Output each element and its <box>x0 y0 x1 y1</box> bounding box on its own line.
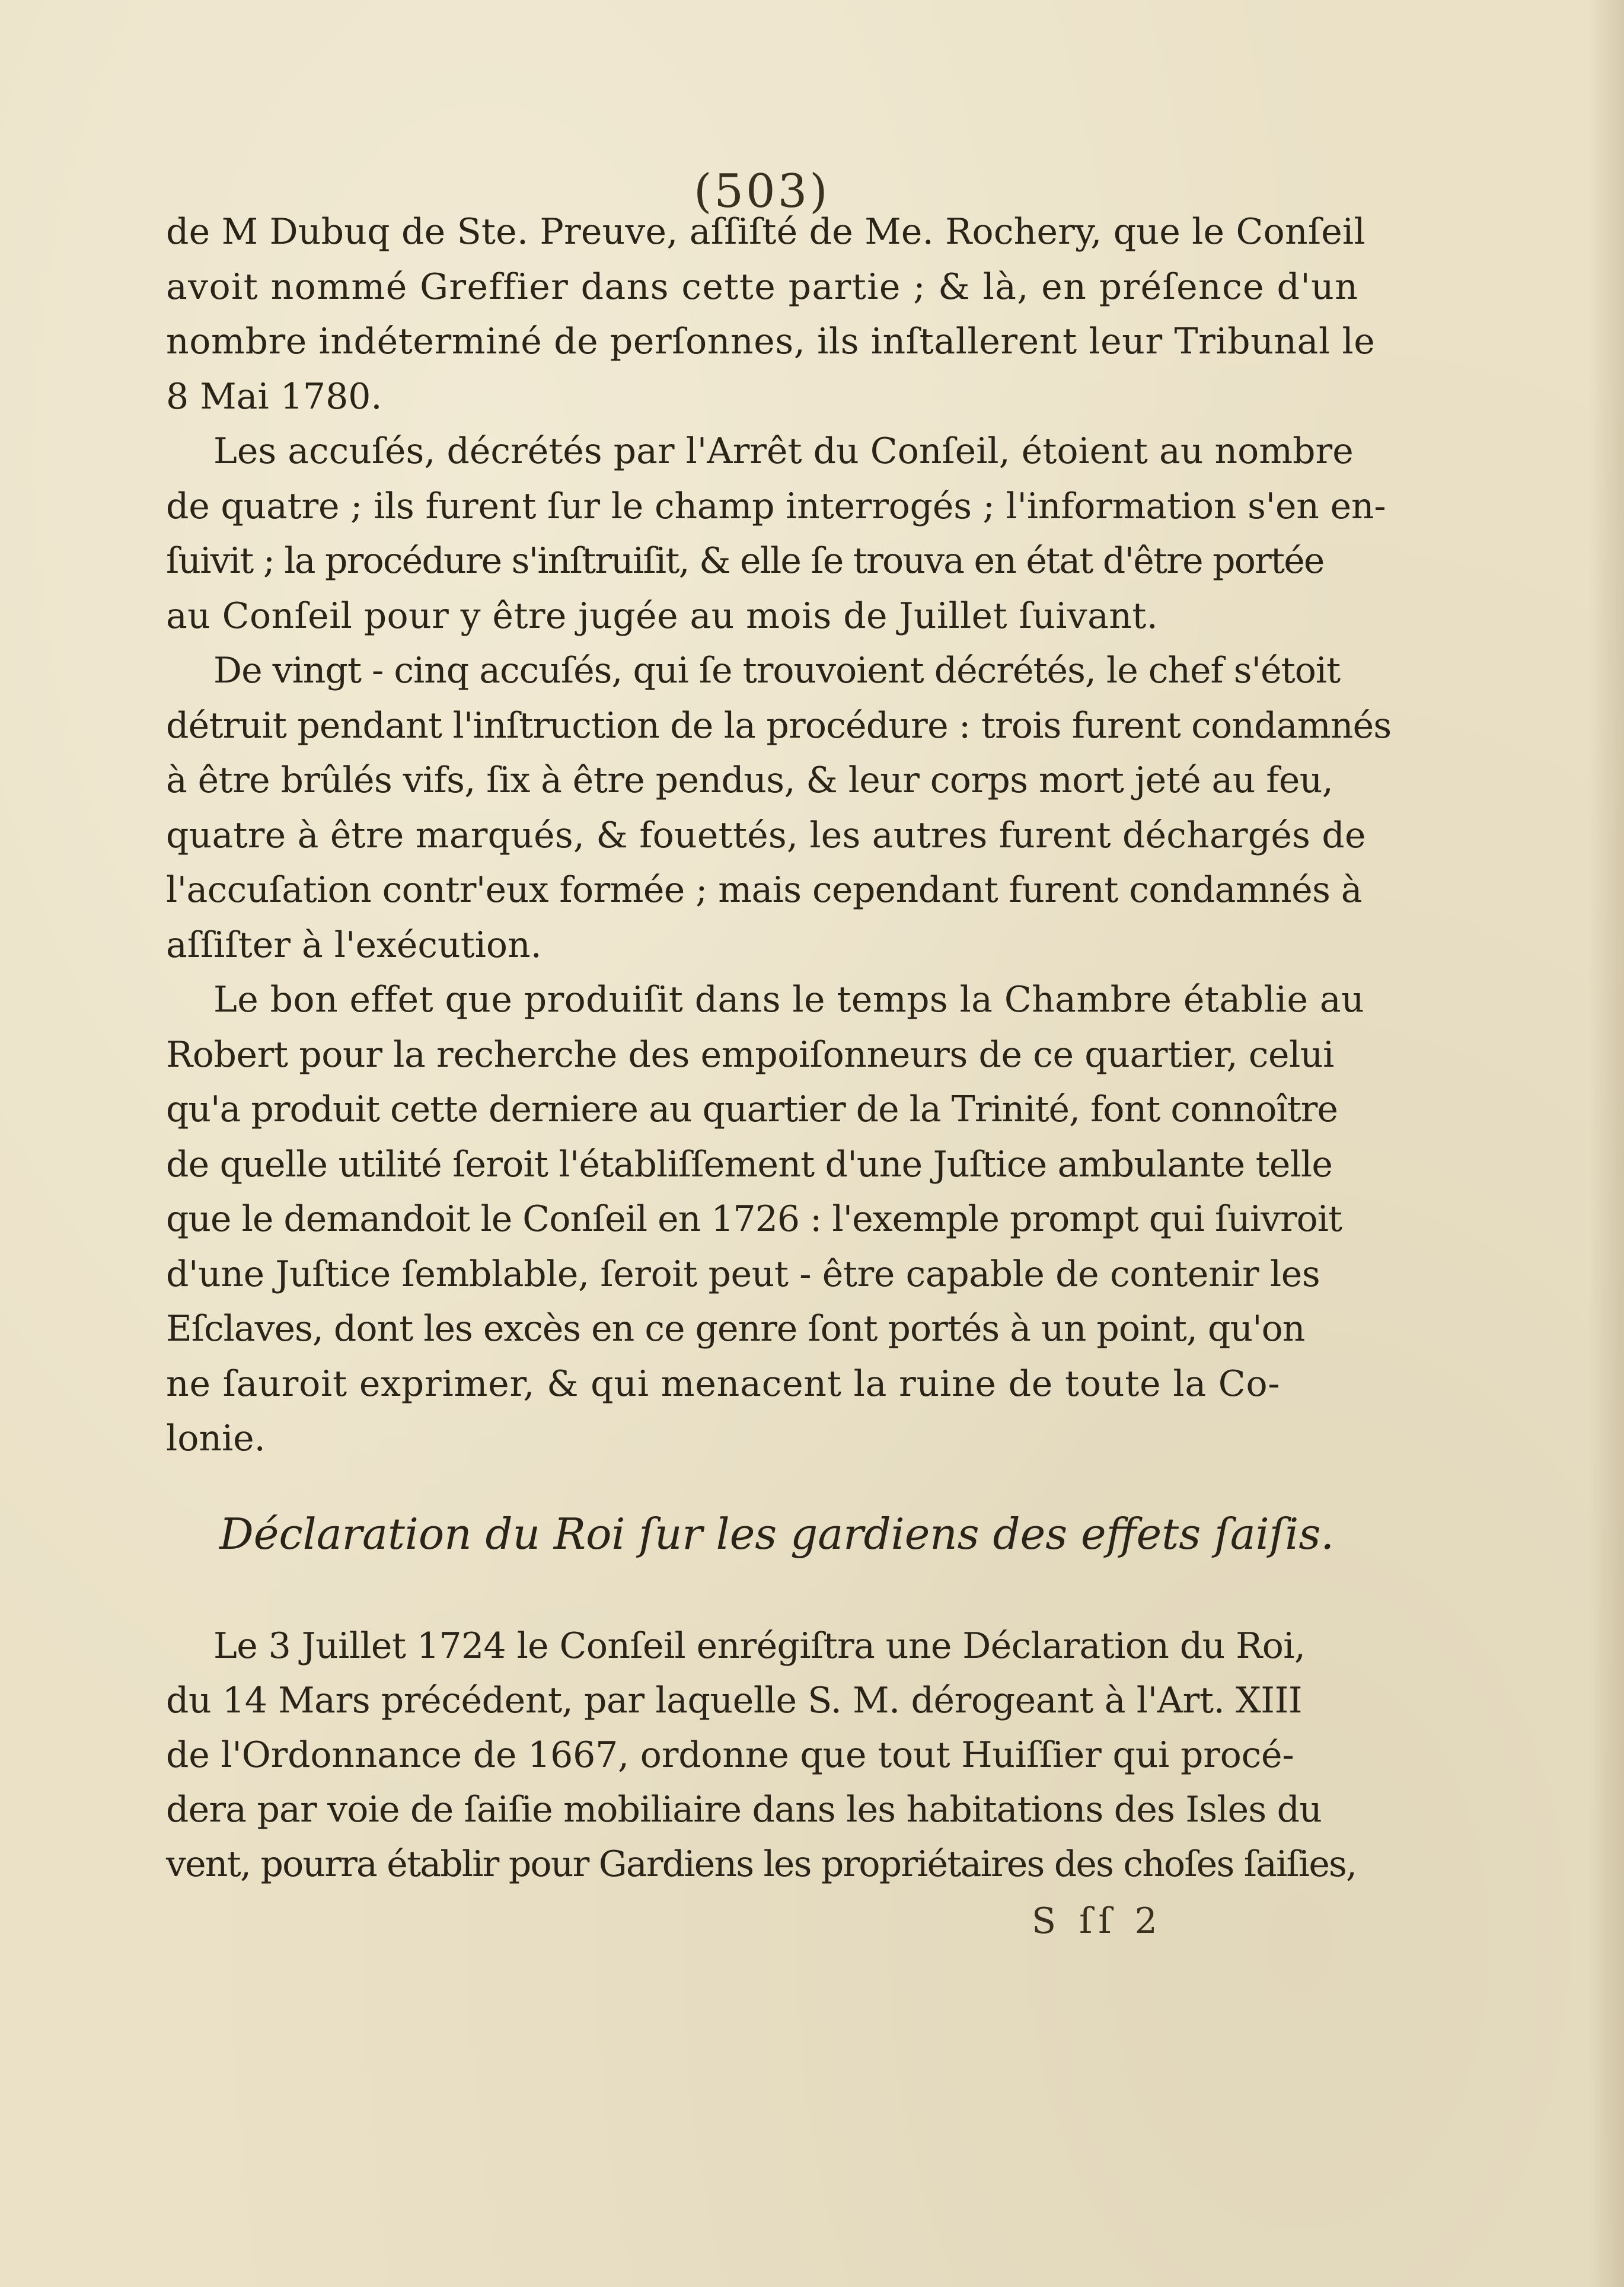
text-line: à être brûlés vifs, ſix à être pendus, & leur corps mort jeté au feu, <box>166 760 1333 801</box>
text-line: Les accuſés, décrétés par l'Arrêt du Conſeil, étoient au nombre <box>213 430 1354 472</box>
text-line: Le 3 Juillet 1724 le Conſeil enrégiſtra une Déclaration du Roi, <box>213 1625 1306 1667</box>
text-line: de l'Ordonnance de 1667, ordonne que tout Huiſſier qui procé- <box>166 1734 1294 1776</box>
text-line: dera par voie de ſaiſie mobiliaire dans les habitations des Isles du <box>166 1789 1322 1830</box>
text-line: d'une Juſtice ſemblable, ſeroit peut - être capable de contenir les <box>166 1253 1320 1295</box>
text-line: ne ſauroit exprimer, & qui menacent la ruine de toute la Co- <box>166 1363 1281 1405</box>
body-text-bottom <box>166 1619 1357 1892</box>
signature-mark: S ſſ 2 <box>1032 1900 1163 1942</box>
page-edge-shadow <box>1588 0 1624 2287</box>
text-line: de quelle utilité ſeroit l'établiſſement d'une Juſtice ambulante telle <box>166 1143 1333 1185</box>
text-line: 8 Mai 1780. <box>166 375 382 417</box>
paragraph-4 <box>166 972 1365 1466</box>
text-line: du 14 Mars précédent, par laquelle S. M. dérogeant à l'Art. XIII <box>166 1680 1303 1721</box>
text-line: lonie. <box>166 1418 266 1459</box>
page-number: (503) <box>694 165 830 218</box>
text-line: détruit pendant l'inſtruction de la procédure : trois furent condamnés <box>166 704 1392 747</box>
text-line: De vingt - cinq accuſés, qui ſe trouvoient décrétés, le chef s'étoit <box>213 650 1341 691</box>
text-line: de M Dubuq de Ste. Preuve, aſſiſté de Me. Rochery, que le Conſeil <box>166 211 1365 253</box>
section-heading: Déclaration du Roi ſur les gardiens des effets ſaiſis. <box>219 1509 1335 1559</box>
text-line: l'accuſation contr'eux formée ; mais cependant furent condamnés à <box>166 869 1362 911</box>
text-line: nombre indéterminé de perſonnes, ils inſtallerent leur Tribunal le <box>166 321 1376 362</box>
text-line: quatre à être marqués, & fouettés, les autres furent déchargés de <box>166 814 1366 856</box>
text-line: Eſclaves, dont les excès en ce genre ſont portés à un point, qu'on <box>166 1308 1305 1350</box>
paragraph-1 <box>166 205 1376 424</box>
text-line: Le bon effet que produiſit dans le temps la Chambre établie au <box>213 979 1365 1020</box>
text-line: avoit nommé Greffier dans cette partie ; & là, en préſence d'un <box>166 266 1359 308</box>
paragraph-3 <box>166 643 1392 972</box>
text-line: aſſiſter à l'exécution. <box>166 924 542 966</box>
paragraph-2 <box>166 424 1386 643</box>
text-line: vent, pourra établir pour Gardiens les propriétaires des choſes ſaiſies, <box>166 1843 1357 1885</box>
text-line: de quatre ; ils furent ſur le champ interrogés ; l'information s'en en- <box>166 485 1386 527</box>
body-text-top <box>166 205 1392 1466</box>
text-line: que le demandoit le Conſeil en 1726 : l'exemple prompt qui ſuivroit <box>166 1198 1342 1240</box>
text-line: au Conſeil pour y être jugée au mois de Juillet ſuivant. <box>166 595 1159 637</box>
text-line: ſuivit ; la procédure s'inſtruiſit, & elle ſe trouva en état d'être portée <box>166 540 1324 582</box>
text-line: qu'a produit cette derniere au quartier de la Trinité, font connoître <box>166 1089 1338 1130</box>
text-line: Robert pour la recherche des empoiſonneurs de ce quartier, celui <box>166 1034 1334 1076</box>
